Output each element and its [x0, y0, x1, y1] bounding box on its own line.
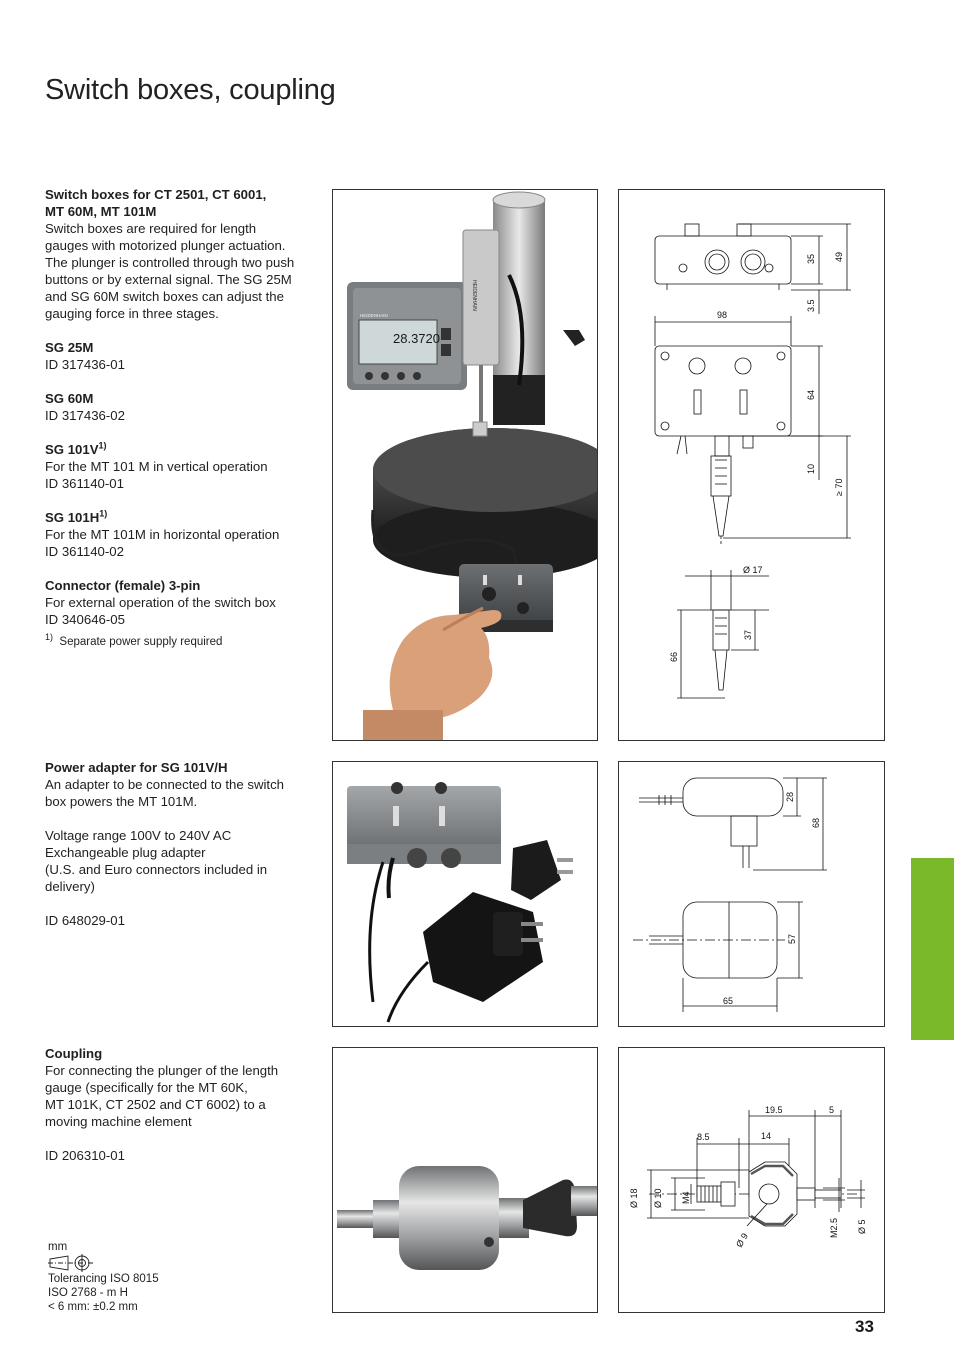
spec-line: (U.S. and Euro connectors included in	[45, 862, 268, 877]
power-adapter-text	[45, 759, 315, 929]
spec-line: Exchangeable plug adapter	[45, 845, 206, 860]
drawing-switch-box	[618, 189, 885, 741]
footnote-text: Separate power supply required	[59, 636, 223, 648]
dim-35: 35	[806, 253, 816, 264]
item-name-sg101h: SG 101H	[45, 510, 100, 525]
page-number: 33	[855, 1317, 874, 1336]
drawing-coupling	[618, 1047, 885, 1313]
tolerancing-line: ISO 2768 - m H	[48, 1287, 128, 1299]
item-id-sg60m: ID 317436-02	[45, 408, 125, 423]
desc-line: box powers the MT 101M.	[45, 794, 198, 809]
item-id-sg101h: ID 361140-02	[45, 544, 124, 559]
photo-coupling	[332, 1047, 598, 1313]
section-tab-marker	[911, 858, 954, 1040]
item-id-connector: ID 340646-05	[45, 612, 125, 627]
desc-line: gauging force in three stages.	[45, 306, 219, 321]
desc-line: For connecting the plunger of the length	[45, 1063, 279, 1078]
dim-m2-5: M2.5	[829, 1217, 839, 1238]
spec-line: delivery)	[45, 879, 95, 894]
dim-10: 10	[806, 463, 816, 474]
dim-19-5: 19.5	[765, 1105, 783, 1115]
photo-gauge-stand	[332, 189, 598, 741]
item-name-sg101v: SG 101V	[45, 442, 99, 457]
dim-dia-18: Ø 18	[629, 1188, 639, 1208]
desc-line: moving machine element	[45, 1114, 192, 1129]
desc-line: and SG 60M switch boxes can adjust the	[45, 289, 284, 304]
photo-power-adapter	[332, 761, 598, 1027]
item-id-sg101v: ID 361140-01	[45, 476, 124, 491]
dim-66: 66	[669, 651, 679, 662]
spec-line: Voltage range 100V to 240V AC	[45, 828, 232, 843]
footnote-ref: 1)	[99, 508, 108, 519]
tolerancing-line: < 6 mm: ±0.2 mm	[48, 1301, 138, 1313]
desc-line: buttons or by external signal. The SG 25M	[45, 272, 292, 287]
dim-98: 98	[717, 310, 728, 320]
desc-line: gauges with motorized plunger actuation.	[45, 238, 286, 253]
desc-line: The plunger is controlled through two push	[45, 255, 295, 270]
desc-line: An adapter to be connected to the switch	[45, 777, 284, 792]
display-value: 28.3720	[393, 331, 440, 346]
dim-8-5: 8.5	[697, 1132, 710, 1142]
drawing-power-adapter	[618, 761, 885, 1027]
page-title: Switch boxes, coupling	[45, 74, 336, 106]
item-id-sg25m: ID 317436-01	[45, 357, 125, 372]
item-desc-sg101h: For the MT 101M in horizontal operation	[45, 527, 280, 542]
item-desc-connector: For external operation of the switch box	[45, 595, 276, 610]
item-desc-sg101v: For the MT 101 M in vertical operation	[45, 459, 268, 474]
dim-ge-70: ≥ 70	[834, 478, 844, 496]
dim-3-5: 3.5	[806, 299, 816, 312]
coupling-id: ID 206310-01	[45, 1148, 125, 1163]
dim-49: 49	[834, 251, 844, 262]
dim-dia-10: Ø 10	[653, 1188, 663, 1208]
desc-line: Switch boxes are required for length	[45, 221, 257, 236]
dim-28: 28	[785, 791, 795, 802]
item-name-connector: Connector (female) 3-pin	[45, 578, 201, 593]
projection-symbol-icon	[48, 1254, 96, 1272]
dim-dia-17: Ø 17	[743, 565, 763, 575]
dim-dia-5: Ø 5	[857, 1219, 867, 1234]
item-name-sg60m: SG 60M	[45, 391, 94, 406]
desc-line: gauge (specifically for the MT 60K,	[45, 1080, 248, 1095]
footnote-ref: 1)	[98, 440, 107, 451]
dim-65: 65	[723, 996, 734, 1006]
coupling-text	[45, 1045, 315, 1164]
tolerancing-note	[48, 1240, 159, 1314]
switch-boxes-text	[45, 186, 315, 651]
item-name-sg25m: SG 25M	[45, 340, 94, 355]
dim-5: 5	[829, 1105, 835, 1115]
dim-57: 57	[787, 933, 797, 944]
switch-boxes-heading-2: MT 60M, MT 101M	[45, 204, 157, 219]
dim-37: 37	[743, 629, 753, 640]
unit-label: mm	[48, 1241, 68, 1253]
gauge-brand: HEIDENHAIN	[471, 280, 477, 311]
dim-64: 64	[806, 389, 816, 400]
dim-68: 68	[811, 817, 821, 828]
switch-boxes-heading-1: Switch boxes for CT 2501, CT 6001,	[45, 187, 267, 202]
dim-dia-9: Ø 9	[734, 1231, 750, 1249]
dim-14: 14	[761, 1131, 772, 1141]
desc-line: MT 101K, CT 2502 and CT 6002) to a	[45, 1097, 266, 1112]
power-adapter-heading: Power adapter for SG 101V/H	[45, 760, 228, 775]
power-adapter-id: ID 648029-01	[45, 913, 125, 928]
tolerancing-line: Tolerancing ISO 8015	[48, 1273, 159, 1285]
footnote-mark: 1)	[45, 632, 54, 643]
coupling-heading: Coupling	[45, 1046, 103, 1061]
display-brand: HEIDENHAIN	[360, 313, 388, 318]
dim-m4: M4	[681, 1191, 691, 1204]
